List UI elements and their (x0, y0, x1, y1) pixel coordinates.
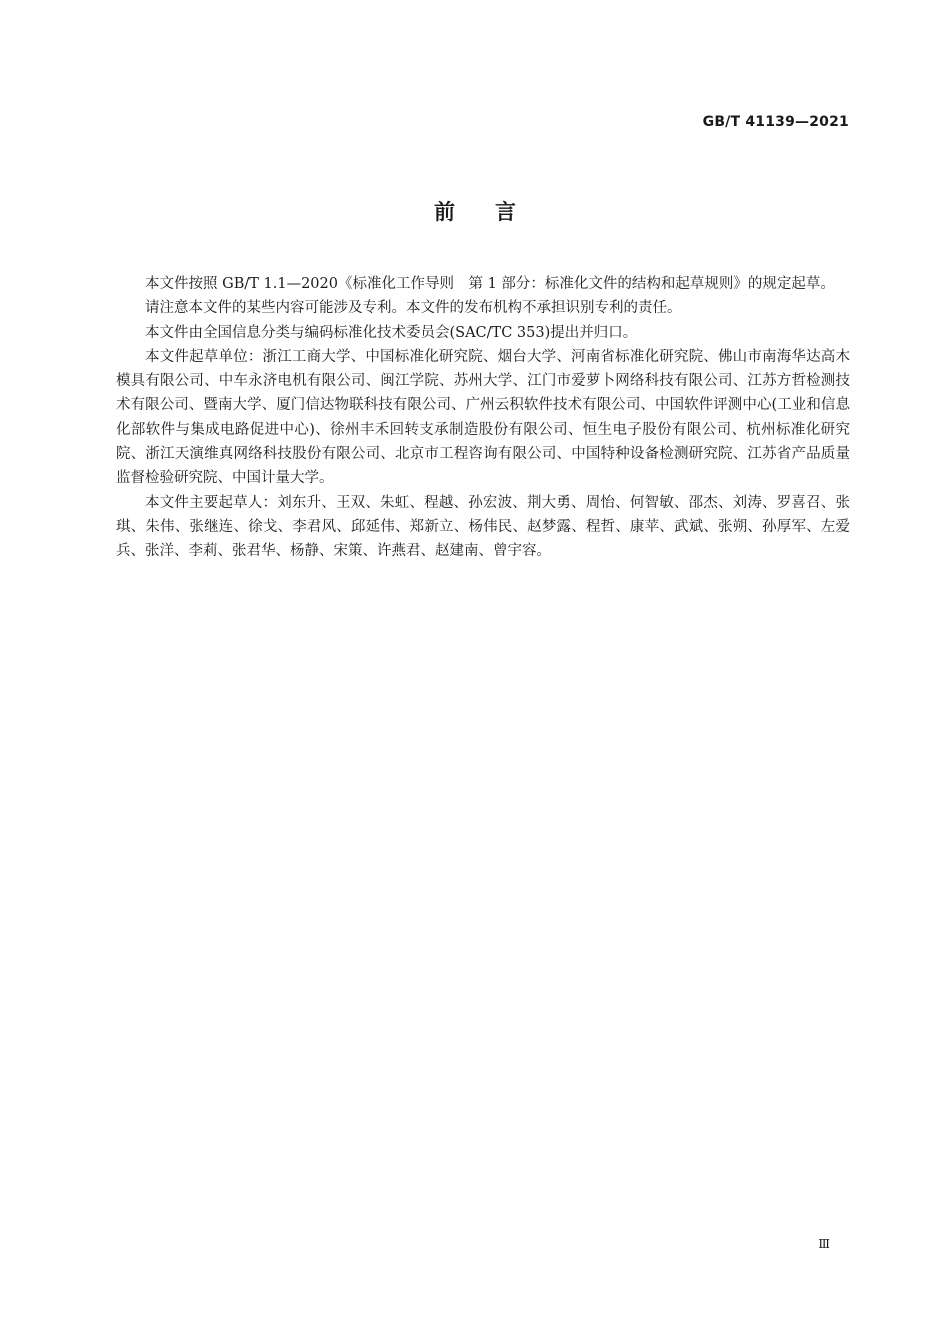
page-title: 前言 (434, 200, 556, 224)
standard-number: GB/T 41139—2021 (702, 114, 849, 130)
paragraph-drafters: 本文件主要起草人：刘东升、王双、朱虹、程越、孙宏波、荆大勇、周怡、何智敏、邵杰、刘涛、罗喜召、张琪、朱伟、张继连、徐戈、李君风、邱延伟、郑新立、杨伟民、赵梦露、程哲、康苹、武斌、张朔、孙厚军、左爱兵、张洋、李莉、张君华、杨静、宋策、许燕君、赵建南、曾宇容。 (116, 494, 850, 560)
paragraph-patent-notice: 请注意本文件的某些内容可能涉及专利。本文件的发布机构不承担识别专利的责任。 (145, 300, 682, 317)
paragraph-proposer: 本文件由全国信息分类与编码标准化技术委员会(SAC/TC 353)提出并归口。 (145, 324, 638, 341)
page-number: Ⅲ (818, 1237, 830, 1251)
document-body (116, 272, 850, 564)
paragraph-drafting-units: 本文件起草单位：浙江工商大学、中国标准化研究院、烟台大学、河南省标准化研究院、佛山市南海华达高木模具有限公司、中车永济电机有限公司、闽江学院、苏州大学、江门市爱萝卜网络科技有限公司、江苏方哲检测技术有限公司、暨南大学、厦门信达物联科技有限公司、广州云积软件技术有限公司、中国软件评测中心(工业和信息化部软件与集成电路促进中心)、徐州丰禾回转支承制造股份有限公司、恒生电子股份有限公司、杭州标准化研究院、浙江天演维真网络科技股份有限公司、北京市工程咨询有限公司、中国特种设备检测研究院、江苏省产品质量监督检验研究院、中国计量大学。 (116, 348, 850, 487)
paragraph-drafting-rules: 本文件按照 GB/T 1.1—2020《标准化工作导则 第 1 部分：标准化文件的结构和起草规则》的规定起草。 (145, 276, 835, 292)
